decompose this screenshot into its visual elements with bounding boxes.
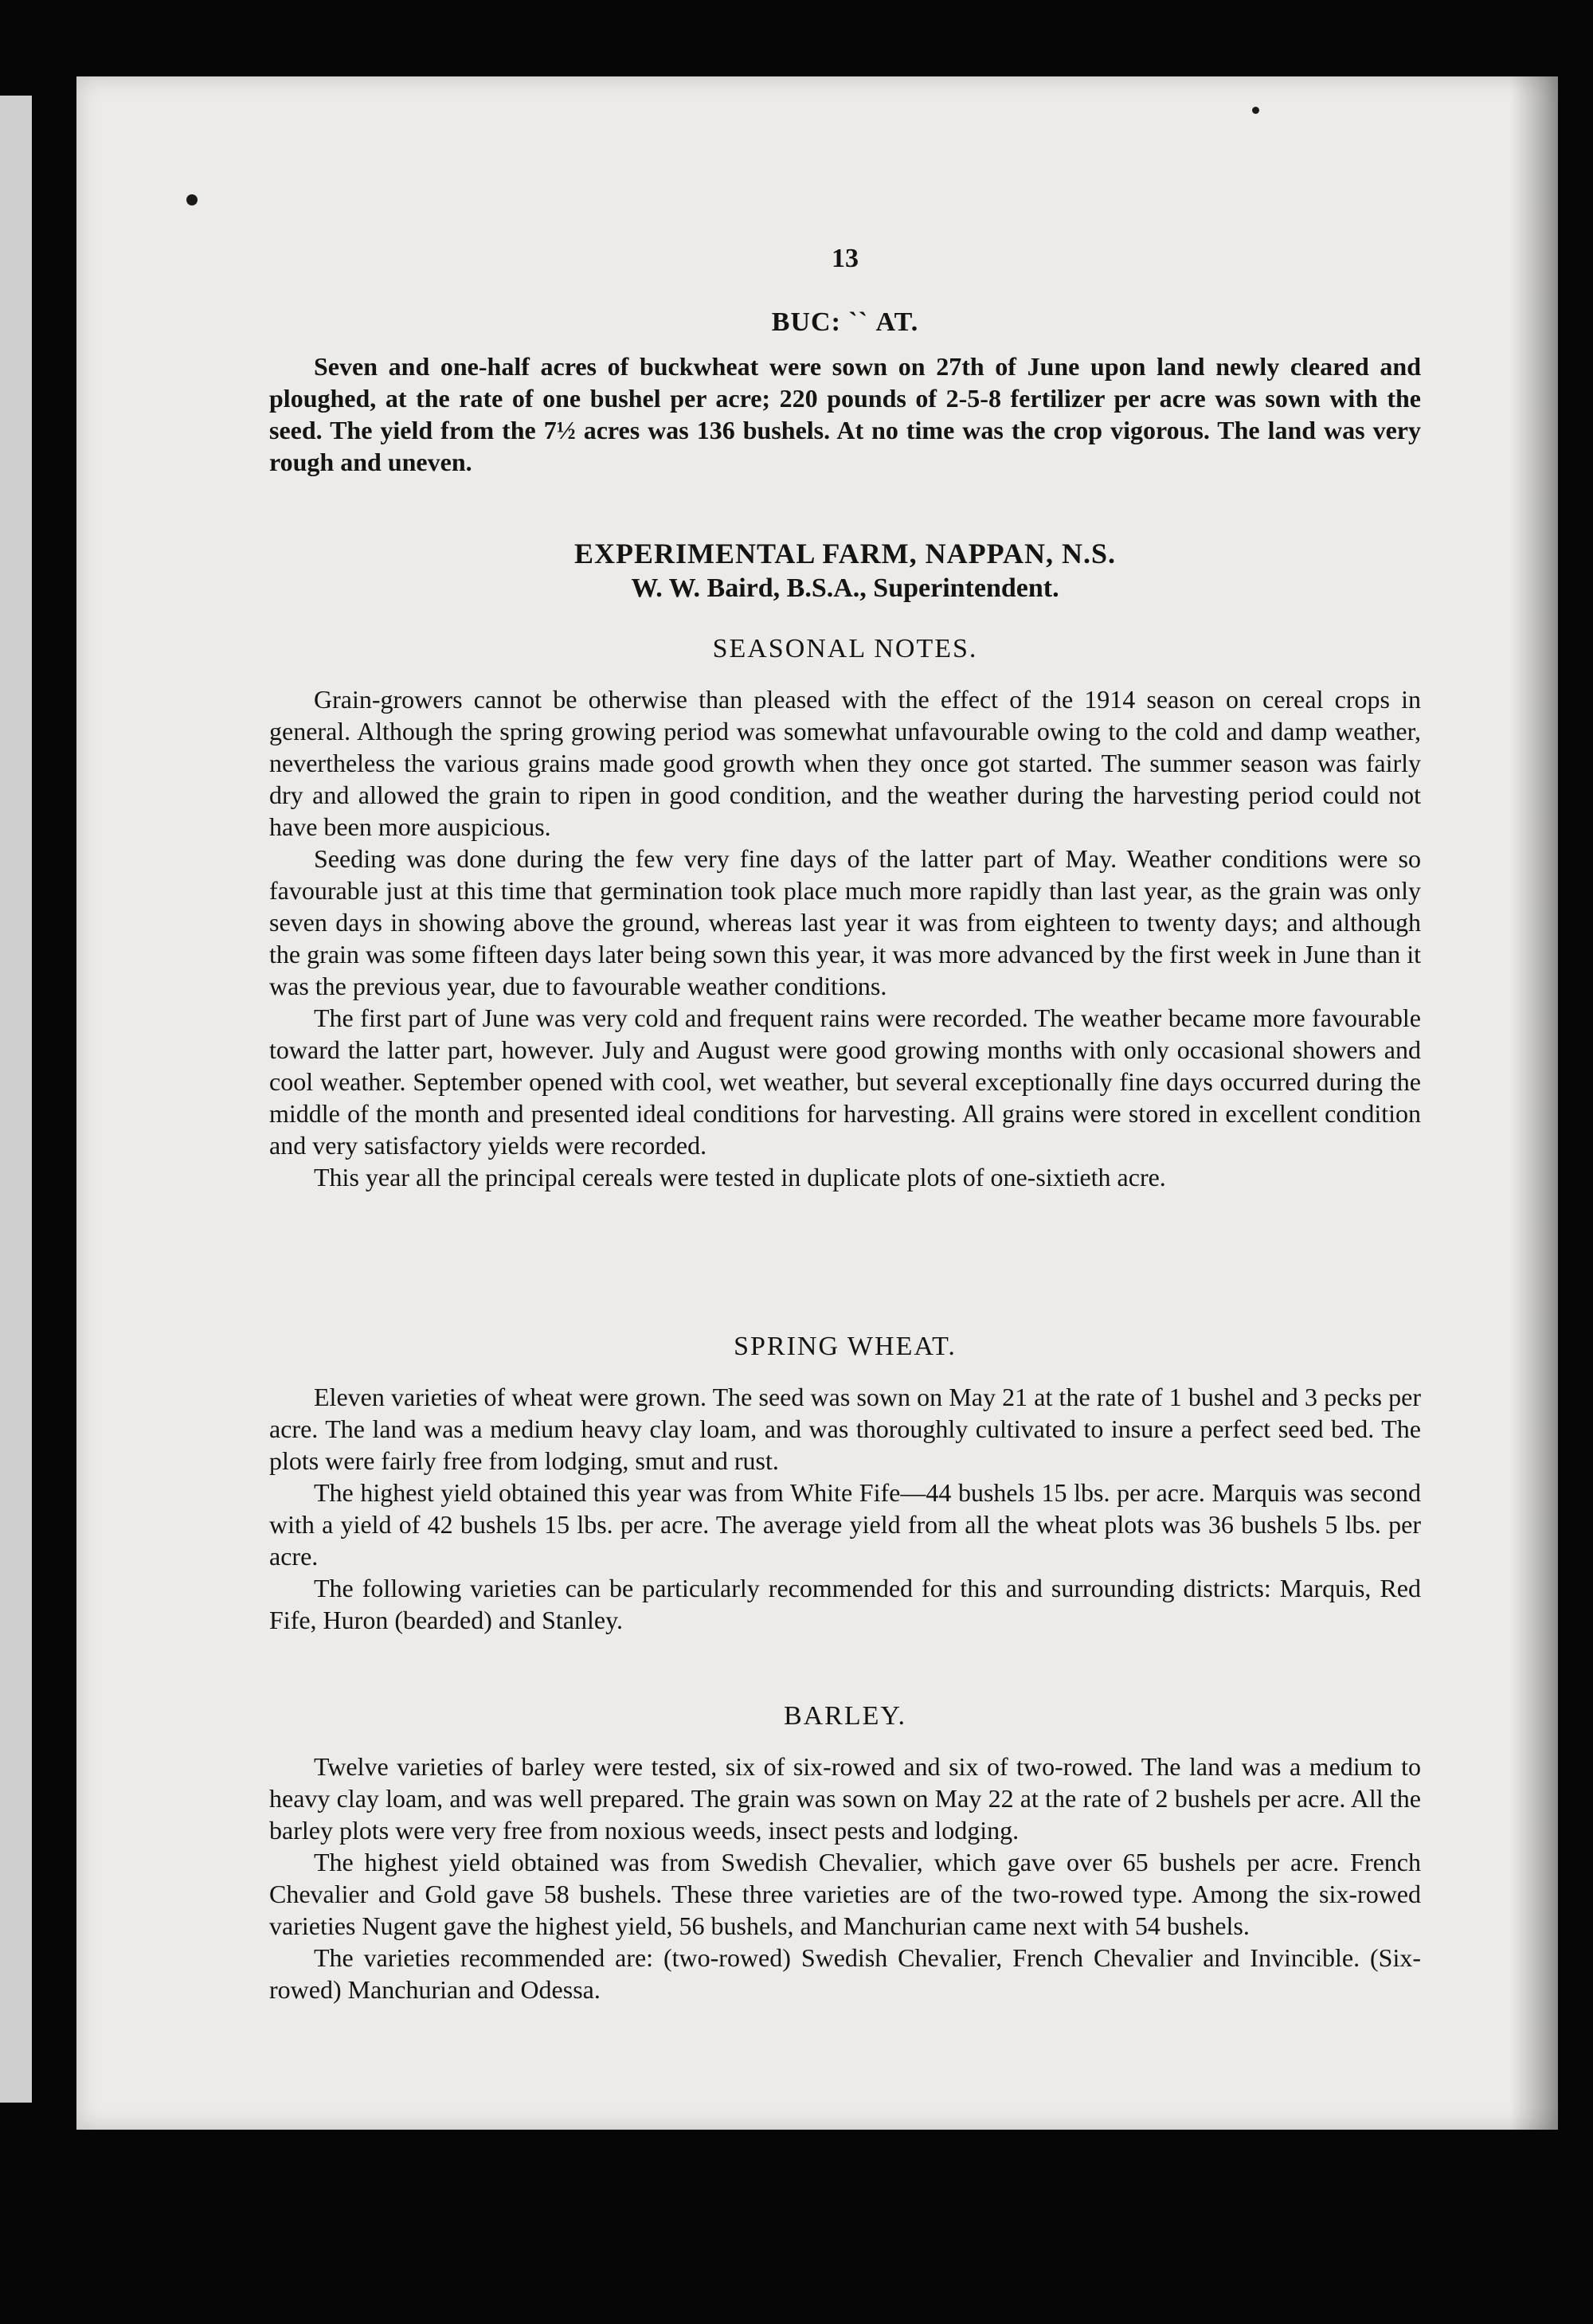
paragraph: Seeding was done during the few very fine days of the latter part of May. Weather conditions were so favourable just at this time that germination took place much more rapidly than last year, as the grain was only seven days in showing above the ground, whereas last year it was from eighteen to twenty days; and although the grain was some fifteen days later being sown this year, it was more advanced by the first week in June than it was the previous year, due to favourable weather conditions.: [269, 844, 1421, 1000]
speck-mark: [186, 194, 198, 205]
seasonal-notes-section: [269, 634, 1421, 1193]
barley-section: [269, 1701, 1421, 2005]
section-heading-buckwheat: BUC: `` AT.: [771, 307, 919, 337]
paragraph: This year all the principal cereals were tested in duplicate plots of one-sixtieth acre.: [314, 1163, 1166, 1191]
superintendent-line: W. W. Baird, B.S.A., Superintendent.: [631, 573, 1059, 603]
paragraph: Eleven varieties of wheat were grown. The seed was sown on May 21 at the rate of 1 bushel and 3 pecks per acre. The land was a medium heavy clay loam, and was thoroughly cultivated to insure a perfect seed bed. The plots were fairly free from lodging, smut and rust.: [269, 1383, 1421, 1475]
page-gutter-shadow: [1510, 76, 1558, 2130]
section-heading-spring-wheat: SPRING WHEAT.: [734, 1332, 957, 1361]
paragraph: Twelve varieties of barley were tested, six of six-rowed and six of two-rowed. The land was a medium to heavy clay loam, and was well prepared. The grain was sown on May 22 at the rate of 2 bushels per acre. All the barley plots were very free from noxious weeds, insect pests and lodging.: [269, 1752, 1421, 1845]
paragraph: The following varieties can be particularly recommended for this and surrounding districts: Marquis, Red Fife, Huron (bearded) and Stanley.: [269, 1574, 1421, 1634]
paragraph: Grain-growers cannot be otherwise than pleased with the effect of the 1914 season on cereal crops in general. Although the spring growing period was somewhat unfavourable owing to the cold and damp weather, nevertheless the various grains made good growth when they once got started. The summer season was fairly dry and allowed the grain to ripen in good condition, and the weather during the harvesting period could not have been more auspicious.: [269, 685, 1421, 841]
paragraph: The highest yield obtained this year was from White Fife—44 bushels 15 lbs. per acre. Marquis was second with a yield of 42 bushels 15 lbs. per acre. The average yield from all the wheat plots was 36 bushels 5 lbs. per acre.: [269, 1478, 1421, 1571]
speck-mark: [1252, 107, 1259, 114]
section-heading-seasonal-notes: SEASONAL NOTES.: [712, 634, 978, 663]
document-page: [76, 76, 1558, 2130]
adjacent-page-edge: [0, 96, 32, 2103]
spring-wheat-section: [269, 1332, 1421, 1636]
farm-header: [269, 537, 1421, 604]
buckwheat-section: [269, 307, 1421, 478]
section-heading-barley: BARLEY.: [783, 1701, 907, 1731]
buckwheat-paragraph: Seven and one-half acres of buckwheat were sown on 27th of June upon land newly cleared and ploughed, at the rate of one bushel per acre; 220 pounds of 2-5-8 fertilizer per acre was sown with the seed. The yield from the 7½ acres was 136 bushels. At no time was the crop vigorous. The land was very rough and uneven.: [269, 352, 1421, 476]
paragraph: The highest yield obtained was from Swedish Chevalier, which gave over 65 bushels per acre. French Chevalier and Gold gave 58 bushels. These three varieties are of the two-rowed type. Among the six-rowed varieties Nugent gave the highest yield, 56 bushels, and Manchurian came next with 54 bushels.: [269, 1848, 1421, 1940]
farm-title: EXPERIMENTAL FARM, NAPPAN, N.S.: [574, 538, 1116, 569]
page-number: 13: [832, 244, 859, 273]
paragraph: The varieties recommended are: (two-rowed) Swedish Chevalier, French Chevalier and Invincible. (Six-rowed) Manchurian and Odessa.: [269, 1943, 1421, 2004]
paragraph: The first part of June was very cold and frequent rains were recorded. The weather became more favourable toward the latter part, however. July and August were good growing months with only occasional showers and cool weather. September opened with cool, wet weather, but several exceptionally fine days occurred during the middle of the month and presented ideal conditions for harvesting. All grains were stored in excellent condition and very satisfactory yields were recorded.: [269, 1004, 1421, 1160]
